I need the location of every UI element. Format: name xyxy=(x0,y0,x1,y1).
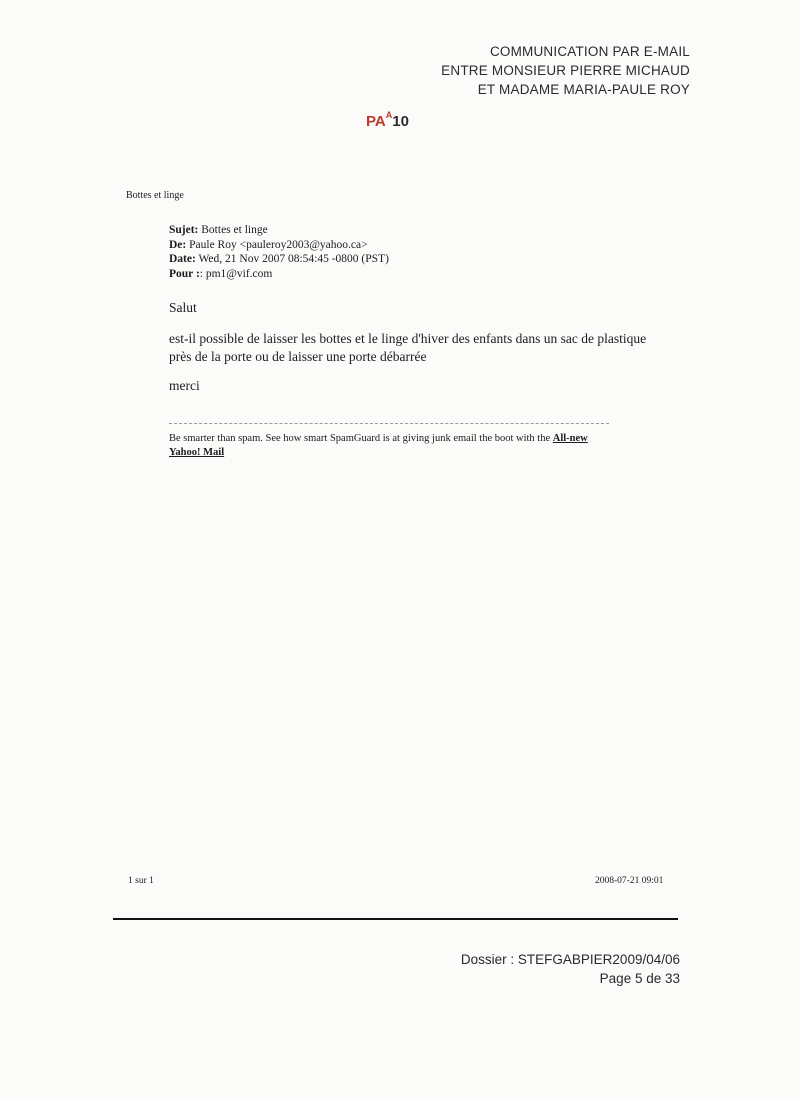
dossier-page: Page 5 de 33 xyxy=(599,971,680,986)
to-row xyxy=(169,267,389,282)
stamp-number: 10 xyxy=(392,113,409,130)
promo-link[interactable]: All-new Yahoo! Mail xyxy=(169,433,588,458)
print-timestamp: 2008-07-21 09:01 xyxy=(595,876,664,886)
email-headers xyxy=(169,223,389,281)
promo-footer xyxy=(169,432,619,460)
to-label: Pour : xyxy=(169,267,200,280)
subject-value: Bottes et linge xyxy=(201,224,268,236)
subject-row xyxy=(169,223,389,238)
email-greeting: Salut xyxy=(169,300,197,315)
page-indicator: 1 sur 1 xyxy=(128,876,154,886)
email-signoff: merci xyxy=(169,378,200,393)
header-line-3: ET MADAME MARIA-PAULE ROY xyxy=(477,82,690,97)
divider xyxy=(169,423,609,424)
exhibit-stamp xyxy=(366,112,409,130)
stamp-prefix: PA xyxy=(366,113,386,130)
date-row xyxy=(169,252,389,267)
bottom-rule xyxy=(113,918,678,920)
from-label: De: xyxy=(169,238,187,251)
print-title: Bottes et linge xyxy=(126,190,184,201)
date-value: Wed, 21 Nov 2007 08:54:45 -0800 (PST) xyxy=(198,253,389,265)
email-body-line-2: près de la porte ou de laisser une porte débarrée xyxy=(169,349,427,364)
email-body xyxy=(169,330,646,366)
subject-label: Sujet: xyxy=(169,224,199,236)
header-line-2: ENTRE MONSIEUR PIERRE MICHAUD xyxy=(441,63,690,78)
dossier-info xyxy=(461,950,680,988)
document-header xyxy=(441,42,690,99)
from-row xyxy=(169,238,389,253)
date-label: Date: xyxy=(169,253,196,265)
to-value: : pm1@vif.com xyxy=(199,267,273,280)
promo-text: Be smarter than spam. See how smart SpamGuard is at giving junk email the boot with the xyxy=(169,433,553,444)
from-value: Paule Roy <pauleroy2003@yahoo.ca> xyxy=(189,238,368,251)
email-body-line-1: est-il possible de laisser les bottes et le linge d'hiver des enfants dans un sac de plastique xyxy=(169,331,647,346)
stamp-superscript: A xyxy=(385,110,393,120)
dossier-number: Dossier : STEFGABPIER2009/04/06 xyxy=(460,952,680,967)
header-line-1: COMMUNICATION PAR E-MAIL xyxy=(489,44,690,59)
